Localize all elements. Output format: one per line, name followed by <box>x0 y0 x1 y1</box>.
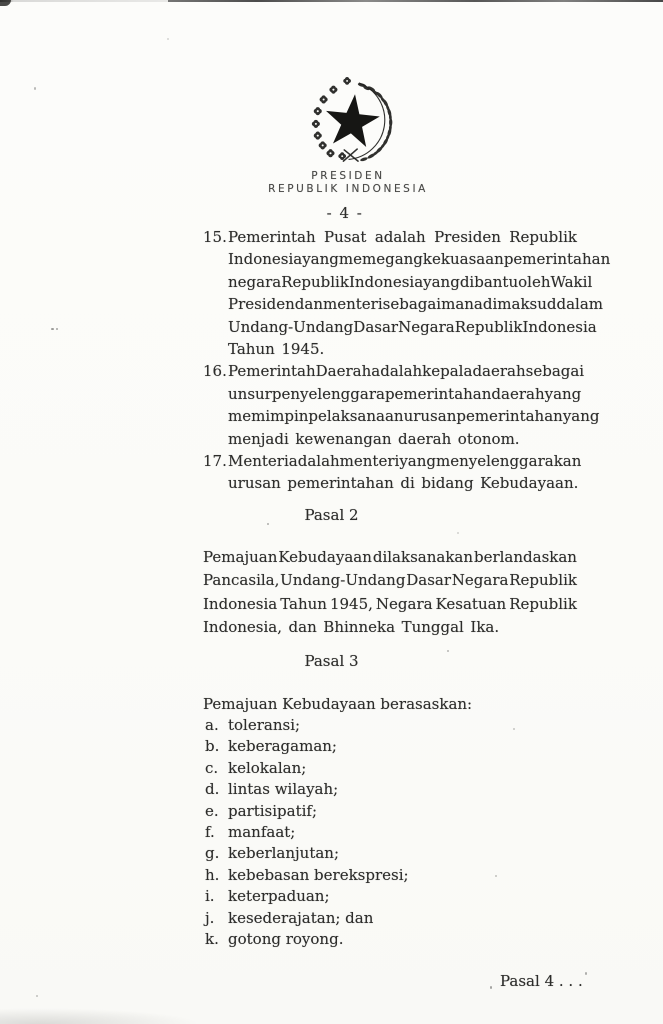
list-item <box>203 822 577 843</box>
list-item <box>203 758 577 779</box>
text-line: Pemerintah Pusat adalah Presiden Republik <box>228 228 577 246</box>
list-item <box>203 908 577 929</box>
definition-item-17 <box>203 450 582 495</box>
letterhead-line2: REPUBLIK INDONESIA <box>268 183 428 195</box>
scan-speck <box>167 38 169 40</box>
pasal-3-intro: Pemajuan Kebudayaan berasaskan: <box>203 695 473 713</box>
list-item-letter: b. <box>205 737 220 756</box>
item-number: 16. <box>203 362 227 381</box>
continuation-note: Pasal 4 . . . <box>500 972 583 990</box>
list-item <box>203 843 577 864</box>
list-item-text: manfaat; <box>228 822 296 841</box>
definitions-section <box>203 226 611 495</box>
list-item-letter: d. <box>205 780 220 799</box>
scan-speck <box>457 532 459 534</box>
pasal-2-paragraph <box>203 546 577 639</box>
list-item <box>203 886 577 907</box>
list-item <box>203 715 577 736</box>
text-line: urusan pemerintahan di bidang Kebudayaan. <box>228 474 579 493</box>
item-lines <box>228 226 611 360</box>
scan-speck <box>56 328 58 330</box>
list-item-letter: f. <box>205 822 215 841</box>
scan-speck <box>585 972 587 975</box>
list-item-letter: a. <box>205 716 219 734</box>
text-line: Menteri adalah menteri yang menyelenggarakan <box>228 451 582 470</box>
list-item-text: partisipatif; <box>228 801 318 820</box>
text-line: Indonesia, dan Bhinneka Tunggal Ika. <box>203 617 500 636</box>
text-line: Pancasila, Undang-Undang Dasar Negara Republik <box>203 571 577 590</box>
list-item-letter: i. <box>205 887 215 906</box>
list-item-letter: e. <box>205 801 219 820</box>
list-item-letter: k. <box>205 929 219 948</box>
page-number: - 4 - <box>326 204 364 222</box>
list-item <box>203 929 577 950</box>
text-line: Undang-Undang Dasar Negara Republik Indonesia <box>228 317 597 336</box>
item-lines <box>228 360 600 450</box>
list-item-text: toleransi; <box>228 716 301 734</box>
item-number: 15. <box>203 228 227 246</box>
list-item-letter: c. <box>205 758 219 777</box>
text-line: Pemajuan Kebudayaan dilaksanakan berlandaskan <box>203 548 577 566</box>
list-item <box>203 736 577 757</box>
text-line: memimpin pelaksanaan urusan pemerintahan yang <box>228 407 600 426</box>
text-line: Indonesia yang memegang kekuasaan pemerintahan <box>228 250 611 269</box>
list-item-text: kesederajatan; dan <box>228 908 374 927</box>
star-wreath-seal-icon <box>308 76 396 162</box>
list-item-letter: h. <box>205 865 220 884</box>
list-item-text: keberlanjutan; <box>228 844 340 863</box>
scan-speck <box>490 986 492 989</box>
text-line: Indonesia Tahun 1945, Negara Kesatuan Republik <box>203 594 577 613</box>
text-line: negara Republik Indonesia yang dibantu oleh Wakil <box>228 272 593 291</box>
scan-bottom-smudge <box>0 1008 200 1024</box>
letterhead <box>268 170 428 196</box>
text-line: unsur penyelenggara pemerintahan daerah yang <box>228 384 582 403</box>
list-item <box>203 779 577 800</box>
list-item <box>203 865 577 886</box>
item-number: 17. <box>203 451 227 470</box>
definition-item-15 <box>203 226 611 360</box>
list-item-text: lintas wilayah; <box>228 780 339 799</box>
scan-edge-line-faint <box>0 0 168 2</box>
star-icon <box>326 94 380 147</box>
definition-item-16 <box>203 360 600 450</box>
item-lines <box>228 450 582 495</box>
scan-speck <box>51 328 54 330</box>
list-item <box>203 801 577 822</box>
letterhead-line1: PRESIDEN <box>311 170 385 182</box>
list-item-text: kelokalan; <box>228 758 307 777</box>
list-item-text: keterpaduan; <box>228 887 330 906</box>
scan-edge-line <box>168 0 663 2</box>
list-item-letter: j. <box>205 908 215 927</box>
scan-corner-mark <box>0 0 11 6</box>
pasal-3-heading: Pasal 3 <box>304 652 359 670</box>
scan-speck <box>34 87 36 90</box>
scan-speck <box>36 995 38 997</box>
list-item-letter: g. <box>205 844 220 863</box>
text-line: menjadi kewenangan daerah otonom. <box>228 429 520 448</box>
list-item-text: kebebasan berekspresi; <box>228 865 409 884</box>
text-line: Tahun 1945. <box>228 339 325 358</box>
list-item-text: gotong royong. <box>228 929 344 948</box>
list-item-text: keberagaman; <box>228 737 337 756</box>
text-line: Presiden dan menteri sebagaimana dimaksud dalam <box>228 295 604 314</box>
presidential-seal <box>308 76 396 162</box>
pasal-3-lettered-list <box>203 715 577 950</box>
pasal-2-heading: Pasal 2 <box>304 506 359 524</box>
text-line: Pemerintah Daerah adalah kepala daerah sebagai <box>228 362 585 381</box>
